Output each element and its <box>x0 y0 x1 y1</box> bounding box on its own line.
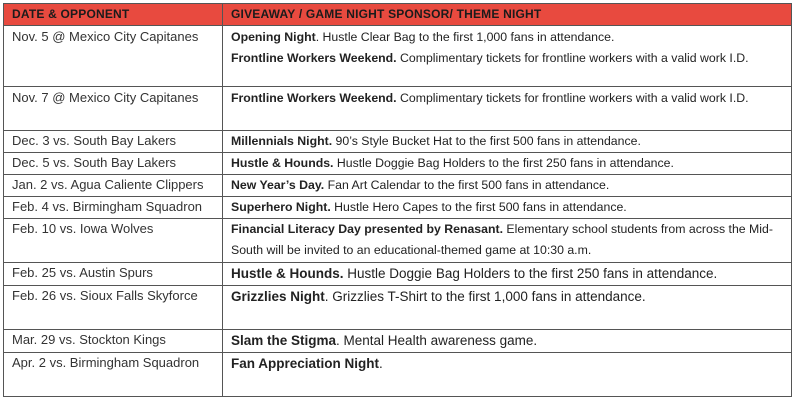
giveaway-detail: . <box>379 356 383 371</box>
giveaway-title: Millennials Night. <box>231 134 333 148</box>
giveaway-detail: 90’s Style Bucket Hat to the first 500 fans in attendance. <box>332 134 641 148</box>
header-row <box>4 4 792 26</box>
row-giveaway <box>223 263 792 286</box>
giveaway-title: Opening Night <box>231 30 316 44</box>
giveaway-title: Fan Appreciation Night <box>231 356 379 371</box>
row-giveaway <box>223 87 792 131</box>
row-date: Nov. 7 @ Mexico City Capitanes <box>4 87 223 131</box>
row-giveaway <box>223 153 792 175</box>
row-date: Feb. 25 vs. Austin Spurs <box>4 263 223 286</box>
giveaway-detail: Fan Art Calendar to the first 500 fans in attendance. <box>324 178 610 192</box>
giveaway-title: Hustle & Hounds. <box>231 156 334 170</box>
row-giveaway <box>223 286 792 330</box>
table-row <box>4 330 792 353</box>
giveaway-title: Superhero Night. <box>231 200 331 214</box>
giveaway-detail: . Hustle Clear Bag to the first 1,000 fans in attendance. <box>315 30 615 44</box>
table-row <box>4 219 792 263</box>
row-giveaway <box>223 131 792 153</box>
row-giveaway <box>223 353 792 397</box>
schedule-table <box>3 3 792 397</box>
row-giveaway <box>223 330 792 353</box>
row-giveaway <box>223 197 792 219</box>
table-row <box>4 353 792 397</box>
table-row <box>4 87 792 131</box>
giveaway-title: Grizzlies Night <box>231 289 325 304</box>
table-row <box>4 153 792 175</box>
table-row <box>4 263 792 286</box>
giveaway-title: Hustle & Hounds. <box>231 266 344 281</box>
row-giveaway <box>223 26 792 87</box>
giveaway-title: Slam the Stigma <box>231 333 337 348</box>
table-row <box>4 286 792 330</box>
table-row <box>4 197 792 219</box>
row-giveaway <box>223 175 792 197</box>
row-date: Dec. 5 vs. South Bay Lakers <box>4 153 223 175</box>
giveaway-title: Frontline Workers Weekend. <box>231 91 397 105</box>
giveaway-detail: Hustle Doggie Bag Holders to the first 250 fans in attendance. <box>343 266 718 281</box>
row-date: Apr. 2 vs. Birmingham Squadron <box>4 353 223 397</box>
row-date: Dec. 3 vs. South Bay Lakers <box>4 131 223 153</box>
giveaway-detail: Complimentary tickets for frontline workers with a valid work I.D. <box>396 51 749 65</box>
giveaway-detail: Hustle Doggie Bag Holders to the first 250 fans in attendance. <box>333 156 674 170</box>
giveaway-title: Frontline Workers Weekend. <box>231 51 397 65</box>
giveaway-detail: Elementary school students from across the Mid-South will be invited to an educational-themed game at 10:30 a.m. <box>231 222 773 257</box>
row-date: Feb. 26 vs. Sioux Falls Skyforce <box>4 286 223 330</box>
row-giveaway <box>223 219 792 263</box>
table-row <box>4 175 792 197</box>
table-row <box>4 26 792 87</box>
table-row <box>4 131 792 153</box>
giveaway-detail: . Grizzlies T-Shirt to the first 1,000 fans in attendance. <box>324 289 646 304</box>
giveaway-title: Financial Literacy Day presented by Renasant. <box>231 222 503 236</box>
giveaway-detail: Hustle Hero Capes to the first 500 fans in attendance. <box>330 200 627 214</box>
header-date: DATE & OPPONENT <box>4 4 223 26</box>
row-date: Jan. 2 vs. Agua Caliente Clippers <box>4 175 223 197</box>
giveaway-detail: Complimentary tickets for frontline workers with a valid work I.D. <box>396 91 749 105</box>
giveaway-detail: . Mental Health awareness game. <box>336 333 538 348</box>
giveaway-line <box>231 27 783 48</box>
row-date: Nov. 5 @ Mexico City Capitanes <box>4 26 223 87</box>
row-date: Feb. 10 vs. Iowa Wolves <box>4 219 223 263</box>
giveaway-title: New Year’s Day. <box>231 178 325 192</box>
giveaway-line <box>231 48 783 69</box>
row-date: Feb. 4 vs. Birmingham Squadron <box>4 197 223 219</box>
row-date: Mar. 29 vs. Stockton Kings <box>4 330 223 353</box>
header-giveaway: GIVEAWAY / GAME NIGHT SPONSOR/ THEME NIGHT <box>223 4 792 26</box>
